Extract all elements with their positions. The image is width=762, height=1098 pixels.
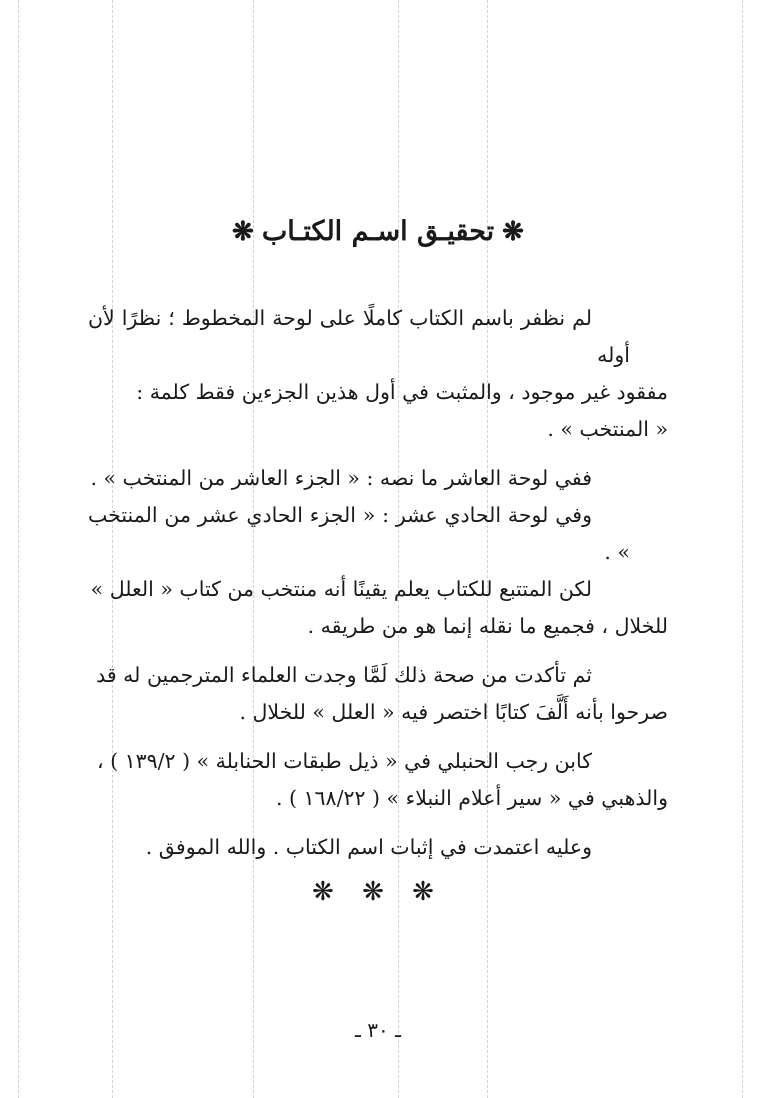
text-line: ثم تأكدت من صحة ذلك لَمَّا وجدت العلماء المترجمين له قد bbox=[96, 663, 592, 687]
text-line: وفي لوحة الحادي عشر : « الجزء الحادي عشر من المنتخب » . bbox=[88, 503, 630, 564]
paragraph bbox=[88, 829, 668, 866]
text-line: كابن رجب الحنبلي في « ذيل طبقات الحنابلة » ( ١٣٩/٢ ) ، bbox=[96, 749, 592, 773]
text-line: لم نظفر باسم الكتاب كاملًا على لوحة المخطوط ؛ نظرًا لأن أوله bbox=[88, 306, 630, 367]
document-page bbox=[88, 0, 668, 1098]
title-text: تحقيـق اسـم الكتـاب bbox=[261, 216, 495, 247]
text-line: مفقود غير موجود ، والمثبت في أول هذين الجزءين فقط كلمة : bbox=[136, 380, 668, 404]
body-text bbox=[88, 300, 668, 878]
star-ornament-icon: ❋ bbox=[502, 216, 524, 247]
paragraph bbox=[88, 743, 668, 817]
text-line: ففي لوحة العاشر ما نصه : « الجزء العاشر من المنتخب » . bbox=[90, 466, 592, 490]
page-title bbox=[88, 214, 668, 249]
text-line: والذهبي في « سير أعلام النبلاء » ( ١٦٨/٢٢ ) . bbox=[275, 786, 668, 810]
paragraph bbox=[88, 460, 668, 645]
text-line: صرحوا بأنه أَلَّفَ كتابًا اختصر فيه « العلل » للخلال . bbox=[239, 700, 668, 724]
text-line: « المنتخب » . bbox=[547, 417, 668, 441]
text-line: لكن المتتبع للكتاب يعلم يقينًا أنه منتخب من كتاب « العلل » bbox=[90, 577, 592, 601]
star-ornament-icon: ❋ bbox=[232, 216, 254, 247]
paragraph bbox=[88, 300, 668, 448]
star-ornament-row: ❋ ❋ ❋ bbox=[312, 877, 444, 907]
guide-line bbox=[18, 0, 19, 1098]
paragraph bbox=[88, 657, 668, 731]
page-number: ـ ٣٠ ـ bbox=[355, 1018, 401, 1042]
text-line: وعليه اعتمدت في إثبات اسم الكتاب . والله الموفق . bbox=[145, 835, 592, 859]
guide-line bbox=[742, 0, 743, 1098]
text-line: للخلال ، فجميع ما نقله إنما هو من طريقه . bbox=[307, 614, 668, 638]
